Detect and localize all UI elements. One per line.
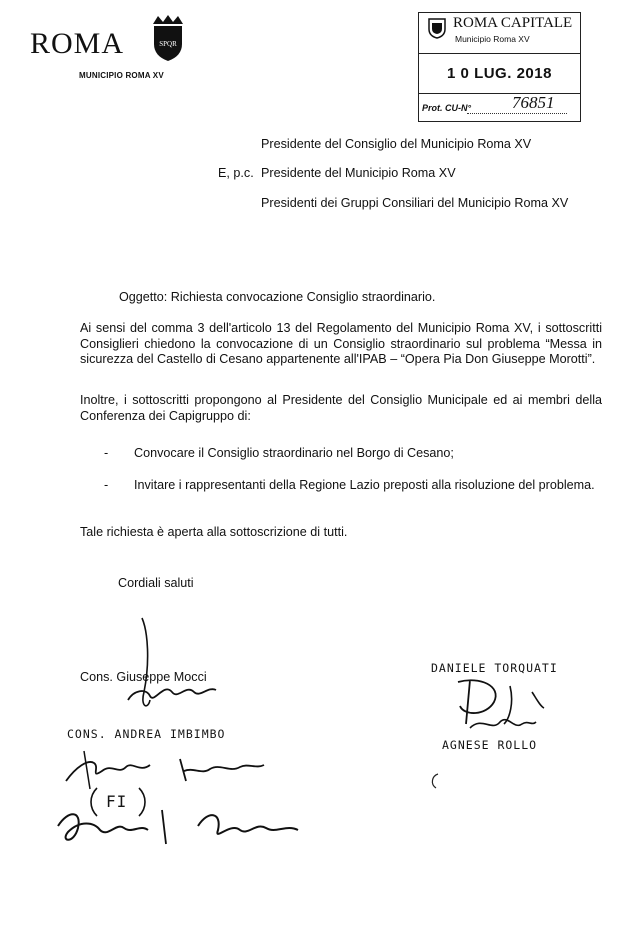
paragraph-1: Ai sensi del comma 3 dell'articolo 13 del Regolamento del Municipio Roma XV, i sottoscritti Consiglieri chiedono la convocazione di un Consiglio straordinario sul problema “Messa in sicurezza del Castello di Cesano appartenente all'IPAB – “Opera Pia Don Giuseppe Morotti”. [80,321,602,366]
paragraph-2: Inoltre, i sottoscritti propongono al Presidente del Consiglio Municipale ed ai membri della Conferenza dei Capigruppo di: [80,393,602,423]
stamp-prot-number: 76851 [512,93,555,112]
paragraph-3: Tale richiesta è aperta alla sottoscrizione di tutti. [80,525,348,539]
stamp-emblem-icon [427,17,447,39]
svg-text:SPQR: SPQR [159,40,177,48]
recipient-line-2: Presidente del Municipio Roma XV [261,166,456,180]
protocol-stamp [418,12,581,122]
closing-salutation: Cordiali saluti [118,576,194,590]
bullet-marker: - [104,478,109,492]
signatory-torquati: DANIELE TORQUATI [431,661,558,675]
bullet-marker: - [104,446,109,460]
stray-mark [428,772,448,797]
bullet-item-2: Invitare i rappresentanti della Regione Lazio preposti alla risoluzione del problema. [134,478,595,492]
signatory-mocci: Cons. Giuseppe Mocci [80,670,207,684]
signature-bottom [50,800,310,855]
stamp-prot-label: Prot. CU-N° [422,103,472,113]
signature-mocci [120,612,240,722]
recipient-line-3: Presidenti dei Gruppi Consiliari del Municipio Roma XV [261,196,569,210]
stamp-date: 1 0 LUG. 2018 [447,65,552,82]
recipient-line-1: Presidente del Consiglio del Municipio Roma XV [261,137,532,151]
signatory-imbimbo: CONS. ANDREA IMBIMBO [67,727,226,741]
epc-label: E, p.c. [218,166,254,180]
roma-crest-icon [150,14,186,62]
signatory-rollo: AGNESE ROLLO [442,738,538,752]
fi-label: FI [106,792,128,811]
logo-wordmark: ROMA [30,27,125,60]
stamp-subtitle: Municipio Roma XV [455,34,530,44]
logo-subtitle: MUNICIPIO ROMA XV [79,71,164,80]
subject-line: Oggetto: Richiesta convocazione Consiglio straordinario. [119,290,436,304]
stamp-title: ROMA CAPITALE [453,15,573,31]
bullet-item-1: Convocare il Consiglio straordinario nel Borgo di Cesano; [134,446,454,460]
